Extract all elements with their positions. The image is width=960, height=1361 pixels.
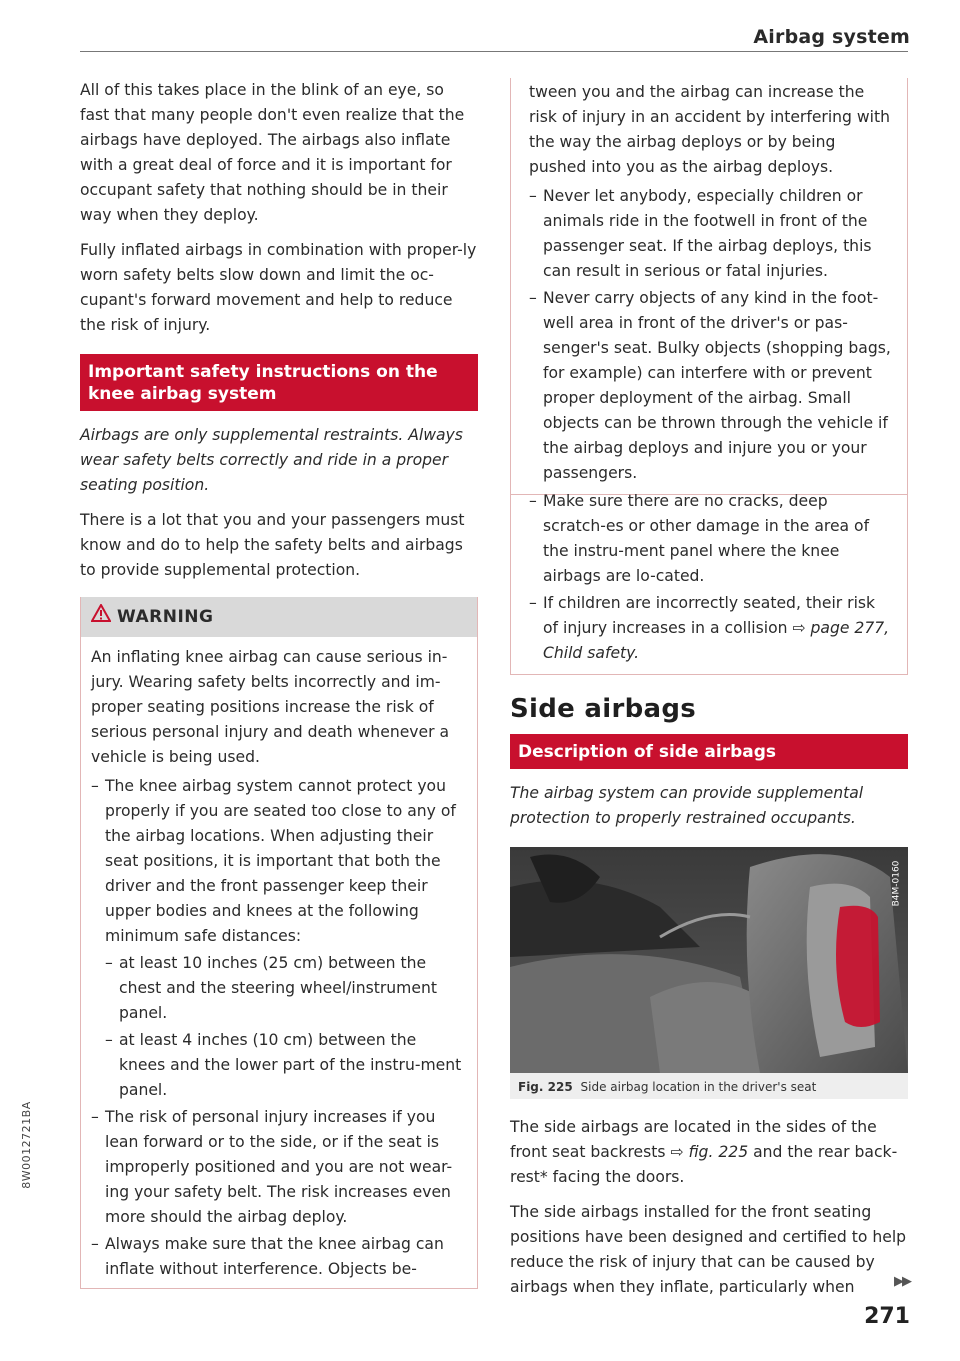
figure: [510, 847, 908, 1099]
right-column: [510, 78, 908, 1310]
sub-list-item: – at least 10 inches (25 cm) between the chest and the steering wheel/instrument panel.: [105, 951, 467, 1026]
list-item: – Never let anybody, especially children or animals ride in the footwell in front of the passenger seat. If the airbag deploys, this can result in serious or fatal injuries.: [529, 184, 895, 284]
paragraph: Fully inflated airbags in combination with proper-ly worn safety belts slow down and limit the oc-cupant's forward movement and help to reduce the risk of injury.: [80, 241, 477, 334]
page-number: 271: [864, 1304, 910, 1329]
page-reference-link[interactable]: ⇨ page 277, Child safety.: [543, 619, 890, 662]
warning-box: [80, 597, 478, 1289]
document-code: 8W0012721BA: [20, 1101, 33, 1189]
figure-label: Fig. 225: [518, 1080, 573, 1094]
warning-intro: An inflating knee airbag can cause serious in-jury. Wearing safety belts incorrectly and im-proper seating positions increase the risk of serious personal injury and death whenever a vehicle is being used.: [91, 648, 450, 766]
list-item: – Make sure there are no cracks, deep scratch-es or other damage in the area of the instru-ment panel where the knee airbags are lo-cated.: [529, 489, 895, 589]
warning-list: [91, 774, 467, 1282]
subsection-title: Description of side airbags: [510, 734, 908, 769]
list-item: [529, 591, 895, 666]
warning-title: WARNING: [117, 606, 214, 627]
list-item: – Never carry objects of any kind in the foot-well area in front of the driver's or pas-senger's seat. Bulky objects (shopping bags, for example) can interfere with or prevent proper deployment of the airbag. Small objects can be thrown through the vehicle if the airbag deploys and injure you or your passengers.: [529, 286, 895, 486]
warning-list: [529, 489, 895, 666]
header-rule: [80, 51, 908, 52]
paragraph: The side airbags installed for the front seating positions have been designed and certified to help reduce the risk of injury that can be caused by airbags when they inflate, particularly when: [510, 1203, 907, 1296]
paragraph-text: The side airbags are located in the sides of the front seat backrests: [510, 1118, 877, 1161]
paragraph: [510, 1115, 908, 1190]
left-column: [80, 78, 478, 1289]
section-intro: Airbags are only supplemental restraints. Always wear safety belts correctly and ride in a proper seating position.: [80, 426, 463, 494]
warning-triangle-icon: [91, 604, 111, 630]
section-intro: The airbag system can provide supplemental protection to properly restrained occupants.: [510, 784, 864, 827]
sub-list: [105, 951, 467, 1103]
list-item: – The risk of personal injury increases if you lean forward or to the side, or if the seat is improperly positioned and you are not wear-ing your safety belt. The risk increases even more should the airbag deploy.: [91, 1105, 467, 1230]
figure-code: B4M-0160: [891, 860, 902, 907]
list-item: [91, 774, 467, 1103]
warning-continuation-text: tween you and the airbag can increase the risk of injury in an accident by interfering with the way the airbag deploys or by being pushed into you as the airbag deploys.: [529, 83, 890, 176]
paragraph: All of this takes place in the blink of an eye, so fast that many people don't even realize that the airbags have deployed. The airbags also inflate with a great deal of force and it is important for occupant safety that nothing should be in their way when they deploy.: [80, 81, 465, 224]
sub-list-item: – at least 4 inches (10 cm) between the knees and the lower part of the instru-ment panel.: [105, 1028, 467, 1103]
figure-caption: [510, 1073, 908, 1099]
figure-caption-text: Side airbag location in the driver's seat: [580, 1080, 817, 1094]
paragraph: There is a lot that you and your passengers must know and do to help the safety belts and airbags to provide supplemental protection.: [80, 511, 465, 579]
continue-arrow-icon: ▶▶: [894, 1274, 910, 1289]
warning-header: [81, 597, 477, 637]
warning-continuation-box: [510, 78, 908, 495]
side-airbag-seat-illustration: [510, 847, 908, 1073]
list-item: – Always make sure that the knee airbag can inflate without interference. Objects be-: [91, 1232, 467, 1282]
warning-list: [529, 184, 895, 486]
warning-continuation-box-lower: [510, 489, 908, 675]
list-item-text: The knee airbag system cannot protect you properly if you are seated too close to any of the airbag locations. When adjusting their seat positions, it is important that both the driver and the front passenger keep their upper bodies and knees at the following minimum safe distances:: [105, 777, 456, 945]
page-header-title: Airbag system: [753, 26, 910, 48]
section-heading-side-airbags: Side airbags: [510, 694, 697, 724]
figure-reference-link[interactable]: ⇨ fig. 225: [670, 1143, 749, 1161]
section-title-knee-airbag: Important safety instructions on the knee airbag system: [80, 354, 478, 411]
list-item-text: If children are incorrectly seated, their risk of injury increases in a collision: [543, 594, 876, 637]
warning-body: [81, 637, 477, 1288]
figure-image-wrap: [510, 847, 908, 1073]
paragraph-text: and the rear back-rest* facing the doors.: [510, 1143, 898, 1186]
